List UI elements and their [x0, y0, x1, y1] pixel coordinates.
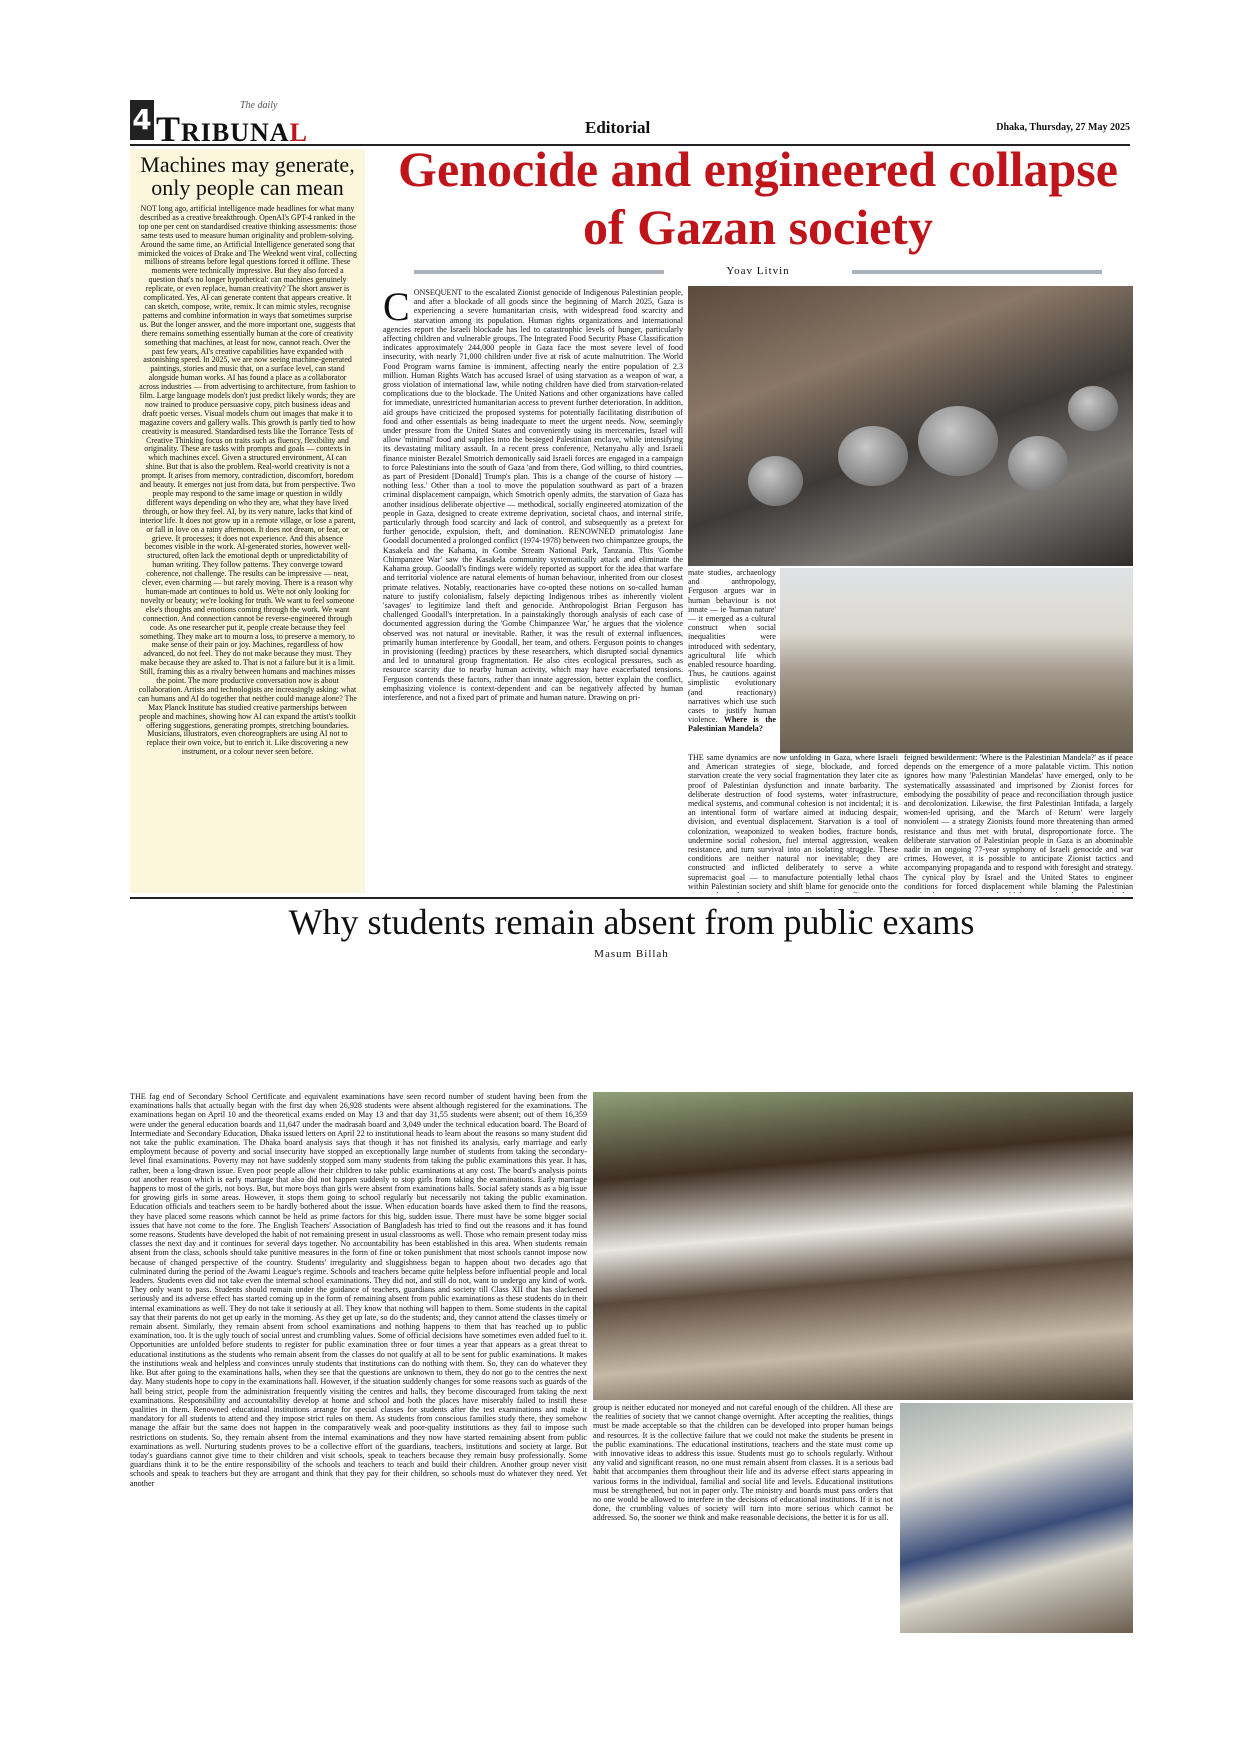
article2-byline: Masum Billah — [594, 948, 669, 960]
article1-column-2 — [688, 568, 776, 753]
article1-byline-row — [378, 262, 1138, 280]
article1-column-3 — [688, 753, 898, 893]
page-number: 4 — [130, 100, 154, 140]
photo-ruins — [780, 568, 1133, 753]
logo — [156, 108, 308, 150]
article2-column-2 — [593, 1403, 893, 1633]
photo-students-queue — [900, 1403, 1133, 1633]
dateline: Dhaka, Thursday, 27 May 2025 — [996, 122, 1130, 133]
sidebar-body — [130, 205, 365, 757]
article2-col2-text: group is neither educated nor moneyed and not careful enough of the children. All these are the realities of society that we cannot change overnight. After accepting the realities, things must be made acceptable so that the children can be developed into proper human beings and resources. It is the collective failure that we could not make the students be present in the public examinations. The educational institutions, teachers and the state must come up with innovative ideas to address this issue. Students must go to schools regularly. Without any valid and significant reason, no one must remain absent from classes. It is a serious bad habit that accompanies them throughout their life and its adverse effect starts appearing in various forms in the individual, familial and social life and levels. Educational institutions must be strengthened, but not in paper only. The ministry and boards must pass orders that no one would be allowed to interfere in the decisions of educational institutions. If it is not done, the crumbling values of society will turn into more serious which cannot be addressed. So, the sooner we think and make reasonable decisions, the better it is for us all. — [593, 1403, 893, 1523]
article1-byline: Yoav Litvin — [726, 265, 790, 277]
article2-column-1 — [130, 1092, 587, 1632]
article1-col3-text: THE same dynamics are now unfolding in Gaza, where Israeli and American strategies of siege, blockade, and forced starvation create the very social fragmentation they later cite as proof of Palestinian dysfunction and innate barbarity. The deliberate destruction of food systems, water infrastructure, medical systems, and communal cohesion is not incidental; it is an intentional form of warfare aimed at inducing despair, division, and eventual displacement. Starvation is a tool of colonization, weaponized to weaken bodies, fracture bonds, undermine social cohesion, fuel internal aggression, weaken resistance, and turn survival into an isolating struggle. These conditions are neither natural nor inevitable; they are constructed and inflicted deliberately to serve a white supremacist goal — to manufacture potentially lethal chaos within Palestinian society and shift blame for genocide onto the — [688, 753, 898, 891]
logo-first-letter: T — [156, 109, 182, 149]
article1-subhead: Where is the Palestinian Mandela? — [688, 715, 776, 734]
sidebar-text: NOT long ago, artificial intelligence made headlines for what many described as a creative breakthrough. OpenAI's GPT-4 ranked in the top one per cent on standardised creative thinking assessments: those same tests used to measure human originality and problem-solving. Around the same time, an Artificial Intelligence generated song that mimicked the voices of Drake and The Weeknd went viral, collecting millions of streams before legal questions forced it offline. These moments were technically impressive. But they also forced a question that's no longer hypothetical: can machines genuinely replicate, or even replace, human creativity? The short answer is complicated. Yes, AI can generate content that appears creative. It can sketch, compose, write, remix. It can mimic styles, recognise patterns and combine information in ways that sometimes surprise us. But the longer answer, and the more important one, suggests that there remains something essentially human at the core of creativity something that machines, at least for now, cannot reach. Over the past few years, AI's creative capabilities have expanded with astonishing speed. In 2025, we are now seeing machine-generated paintings, stories and music that, on a surface level, can stand alongside human works. AI has found a place as a collaborator across industries — from advertising to architecture, from fashion to film. Large language models don't just predict likely words; they are now trained to produce persuasive copy, pitch business ideas and draft poetic verses. Visual models churn out images that make it to magazine covers and gallery walls. This growth is partly tied to how creativity is measured. Standardised tests like the Torrance Tests of Creative Thinking focus on traits such as fluency, flexibility and originality. These are tasks with prompts and goals — contexts in which machines excel. Given a structured environment, AI can shine. But that is also the problem. Real-world creativity is not a prompt. It arises from memory, contradiction, discomfort, boredom and beauty. It emerges not just from data, but from perspective. Two people may respond to the same image or question in wildly different ways depending on who they are, what they have lived through, or how they feel. AI, by its very nature, lacks that kind of interior life. It does not grow up in a remote village, or lose a parent, or fall in love on a rainy afternoon. It does not dream, or fear, or grieve. It processes; it does not experience. And this absence becomes visible in the work. AI-generated stories, however well-structured, often lack the emotional depth or unpredictability of human writing. They follow patterns. They converge toward coherence, not challenge. The results can be impressive — neat, clever, even charming — but rarely moving. There is a reason why human-made art continues to hold us. We're not only looking for novelty or beauty; we're looking for truth. We want to feel someone else's thoughts and emotions coming through the work. We want connection. And connection cannot be reverse-engineered through code. As one researcher put it, people create because they feel something. They make art to mourn a loss, to preserve a memory, to make sense of their pain or joy. Machines, regardless of how advanced, do not feel. They do not make because they must. They make because they are asked to. That is not a failure but it is a limit. Still, framing this as a rivalry between humans and machines misses the point. The more productive conversation now is about collaboration. Artists and technologists are increasingly asking: what can humans and AI do together that neither could manage alone? The Max Planck Institute has studied creative partnerships between people and machines, showing how AI can expand the artist's toolkit offering suggestions, generating prompts, stretching boundaries. Musicians, illustrators, even choreographers are using AI not to replace their own voice, but to enrich it. Like discovering a new instrument, or a colour never seen before. — [138, 204, 357, 757]
byline-rule-right — [852, 270, 1102, 274]
logo-last-letter: L — [289, 118, 308, 147]
drop-cap: C — [383, 288, 410, 329]
article2-col1-text: THE fag end of Secondary School Certificate and equivalent examinations have seen record number of student having been from the examinations halls that actually began with the first day when 26,928 students were absent although registered for the examinations. The examinations began on April 10 and the theoretical exams ended on May 13 and that day 31,55 students were absent; out of them 16,359 were under the general education boards and 11,647 under the madrasah board and 3,049 under the technical education board. The Board of Intermediate and Secondary Education, Dhaka issued letters on April 22 to institutional heads to learn about the reasons so many student did not take the public examination. The Dhaka board analysis says that though it has not finished its analysis, early marriage and early employment because of poverty and social insecurity have stopped an exceptionally large number of students from taking the secondary-level final examinations. Poverty may not have suddenly stopped som many students from taking the public examinations this year. It has, rather, been a long-drawn issue. Even poor people allow their children to take public examinations at any cost. The board's analysis points out another reason which is early marriage that also did not happen suddenly to stop girls from taking the examinations. Early marriage happens to most of the girls, not boys. But, but more boys than girls were absent from examinations halls. Social safety stands as a big issue for growing girls in some areas. However, it stops them going to school regularly but necessarily not taking the public examination. Education officials and teachers seem to be hardly bothered about the issue. When education boards have asked them to find the reasons, they have placed some reasons which cannot be held as prime factors for this big, sudden issue. There must have be some bigger social issues that have not come to the fore. The English Teachers' Association of Bangladesh has tried to find out the reasons and it has found some reasons. Students have developed the habit of not remaining present in usual classrooms as well. Those who remain present today miss classes the next day and it continues for several days together. No accountability has been established in this area. When students remain absent from the class, schools should take punitive measures in the form of fine or token punishment that most schools cannot impose now because of changed perspective of the country. Students' irregularity and sluggishness began to happen about two decades ago that culminated during the period of the Awami League's regime. Schools and teachers became quite helpless before influential people and local leaders. Students even did not take even the internal school examinations. They did not, and still do not, want to undergo any kind of work. They only want to pass. Students should remain under the guidance of teachers, guardians and society till Class XII that has slackened seriously and its adverse effect has started coming up in the form of remaining absent from public examinations as these students do in their internal examinations as well. They do not take it seriously at all. They know that nothing will happen to them. Some students in the capital say that their parents do not get up early in the morning. As they get up late, so do the students; and, they cannot attend the classes timely or remain absent. Similarly, they remain absent from school examinations and nothing happens to them that has reached up to public examination, too. It is the ugly touch of social unrest and crumbling values. Some of official decisions have sometimes even added fuel to it. Opportunities are unfolded before students to register for public examination three or four times a year that appears as a great threat to educational institutions as the students who remain absent from the classes do not qualify at all to be sent for public examinations. It makes the institutions weak and helpless and convinces unruly students that institutions can do nothing with them. So, they can do whatever they like. But after going to the examinations halls, when they see that the questions are unknown to them, they do not go to the centres the next day. Many students hope to copy in the examinations hall. However, if the situation suddenly changes for some reasons such as guards of the hall being strict, people from the administration frequently visiting the centres and halls, they become discouraged from taking the next examinations. Responsibility and accountability develop at home and school and both the places have miserably failed to instill these qualities in them. Renowned educational institutions arrange for special classes for students after the test examinations and make it mandatory for all students to attend and they impose strict rules on them. As students from conscious families study there, they somehow manage the affair but the same does not happen in the comparatively weak and poor-quality institutions as they fail to impose such restrictions on students. So, they remain absent from the internal examinations and they now have started remaining absent from public examinations as well. Nurturing students proves to be a collective effort of the guardians, teachers, institutions and society at large. But today's guardians cannot give time to their children and visit schools, speak to teachers because they remain busy professionally. Some guardians think it to be the entire responsibility of the schools and teachers to teach and build their children. Another group never visit schools and speak to teachers but they are arrogant and think that they pay for their children, so schools must do whatever they need. Yet another — [130, 1092, 587, 1488]
logo-mid: RIBUNA — [181, 118, 290, 147]
article1-column-4 — [904, 753, 1133, 893]
article1-col2-text: mate studies, archaeology and anthropology, Ferguson argues war in human behaviour is not innate — ie 'human nature' — it emerged as a cultural construct when social inequalities were introduced with sedentary, agricultural life which enabled resource hoarding. Thus, he cautions against simplistic evolutionary (and reactionary) narratives which use such cases to justify human violence. — [688, 568, 776, 725]
article1-col4-text: feigned bewilderment: 'Where is the Palestinian Mandela?' as if peace depends on the emergence of a more palatable victim. This notion ignores how many 'Palestinian Mandelas' have emerged, only to be systematically assassinated and imprisoned by Zionist forces for embodying the possibility of peace and reconciliation through justice and decolonization. Likewise, the first Palestinian Intifada, a largely women-led uprising, and the 'March of Return' were largely nonviolent — a strategy Zionists found more threatening than armed resistance and thus met with brutal, disproportionate force. The deliberate starvation of Palestinian people in Gaza is an abominable nadir in an ongoing 77-year symphony of Israeli genocide and war crimes. However, it is possible to anticipate Zionist tactics and accompanying propaganda and to respond with foresight and strategy. The cynical ploy by Israel and the United States to engineer conditions for forced displacement while blaming the Palestinian — [904, 753, 1133, 891]
article2-headline: Why students remain absent from public exams — [288, 902, 975, 942]
article1-column-1 — [383, 288, 683, 893]
photo-crowd-pots — [688, 286, 1133, 566]
article1-headline: Genocide and engineered collapse of Gazan society — [398, 141, 1118, 255]
logo-tagline: The daily — [240, 100, 278, 111]
section-divider — [130, 897, 1133, 899]
sidebar-column — [130, 149, 365, 893]
article1-col1-text: ONSEQUENT to the escalated Zionist genocide of Indigenous Palestinian people, and after a blockade of all goods since the beginning of March 2025, Gaza is experiencing a severe humanitarian crisis, with widespread food scarcity and starvation among its population. Human rights organizations and international agencies report the Israeli blockade has led to catastrophic levels of hunger, particularly affecting children and vulnerable groups. The Integrated Food Security Phase Classification indicates approximately 244,000 people in Gaza face the most severe level of food insecurity, with nearly 71,000 children under five at risk of acute malnutrition. The World Food Program warns famine is imminent, affecting nearly the entire population of 2.3 million. Human Rights Watch has accused Israel of using starvation as a weapon of war, a gross violation of international law, while noting children have died from starvation-related complications due to the blockade. The United Nations and other organizations have called for immediate, unrestricted humanitarian access to prevent further deterioration. In addition, aid groups have criticized the proposed systems for potentially facilitating distribution of food and other essentials as being inadequate to meet the urgent needs. Now, seemingly under pressure from the United States and conveniently using its mercenaries, Israel will allow 'minimal' food and supplies into the besieged Palestinian enclave, while intensifying its devastating military assault. In a recent press conference, Netanyahu ally and Israeli finance minister Bezalel Smotrich demonically said Israeli forces are engaged in a campaign to force Palestinians into the south of Gaza 'and from there, God willing, to third countries, as part of President [Donald] Trump's plan. This is a change of the course of history — nothing less.' Other than a tool to move the population southward as part of a brazen criminal displacement campaign, which Smotrich openly admits, the starvation of Gaza has another insidious deliberate objective — methodical, socially engineered atomization of the people in Gaza, designed to create extreme deprivation, societal chaos, and internal strife, particularly through food scarcity and lack of control, and subsequently as a pretext for further genocide, expulsion, theft, and domination. RENOWNED primatologist Jane Goodall documented a prolonged conflict (1974-1978) between two chimpanzee groups, the Kasakela and the Kahama, in Gombe Stream National Park, Tanzania. This 'Gombe Chimpanzee War' saw the Kasakela community systematically attack and eliminate the Kahama group. Goodall's findings were widely reported as support for the idea that warfare and territorial violence are natural elements of human behaviour, inherited from our closest primate relatives. Notably, reactionaries have co-opted these notions on so-called human nature to justify colonialism, falsely depicting Indigenous tribes as inherently violent 'savages' to legitimize land theft and genocide. Anthropologist Brian Ferguson has challenged Goodall's interpretation. In a painstakingly thorough analysis of each case of documented aggression during the 'Gombe Chimpanzee War,' he argues that the violence observed was not natural or inevitable. Rather, it was the result of external influences, primarily human interference by Goodall, her team, and others. Ferguson points to changes in provisioning (feeding) practices by these researchers, which disrupted social dynamics and led to unnatural group fragmentation. He also cites ecological pressures, such as resource scarcity due to nearby human activity, which may have exacerbated tensions. Ferguson contends these factors, rather than innate aggression, better explain the conflict, emphasizing violence is context-dependent and can be negatively affected by human interference, and not a fixed part of primate and human nature. Drawing on pri- — [383, 288, 683, 702]
section-label: Editorial — [585, 118, 651, 137]
sidebar-headline: Machines may generate, only people can mean — [140, 152, 355, 200]
photo-exam-hall — [593, 1092, 1133, 1400]
